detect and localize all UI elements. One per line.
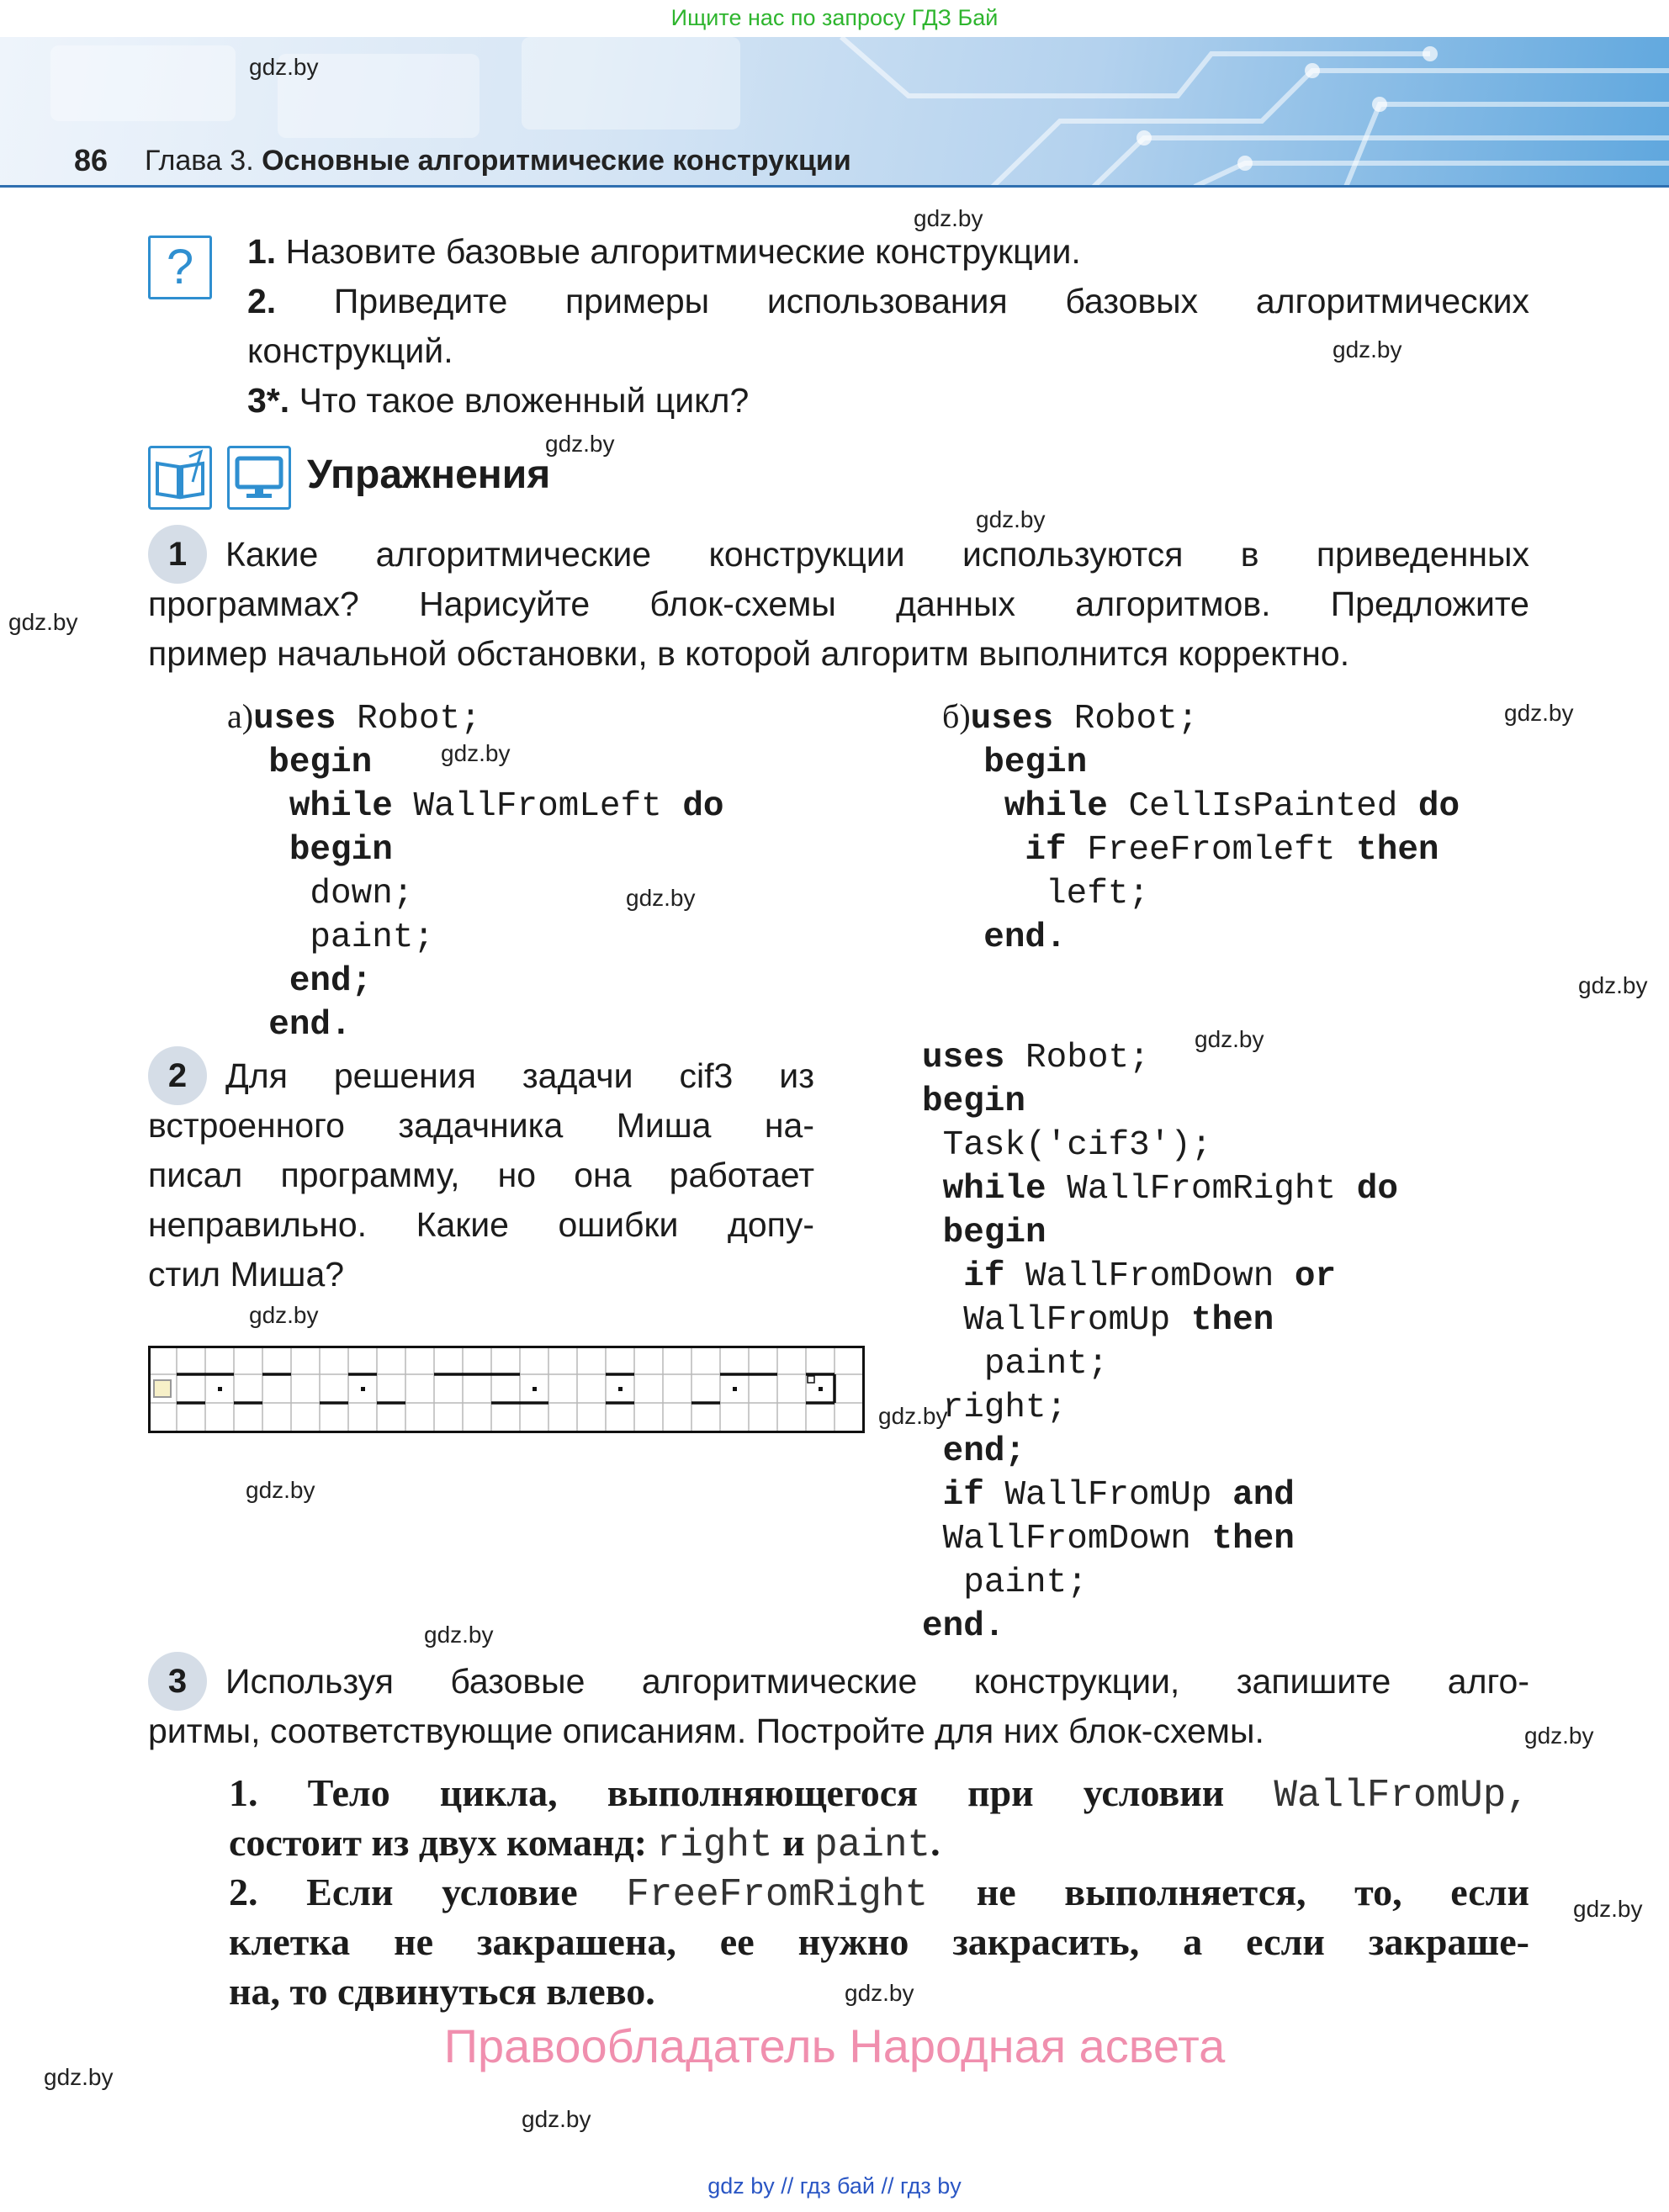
item-text: 2. Если условие: [229, 1871, 578, 1913]
identifier: down;: [310, 875, 414, 913]
question-number: 3*.: [247, 381, 290, 420]
identifier: WallFromUp: [963, 1301, 1171, 1340]
program-label: а): [227, 697, 254, 735]
keyword: end;: [942, 1432, 1026, 1471]
question-text: Назовите базовые алгоритмические конструкции.: [285, 232, 1081, 271]
exercise-3-item-2: [229, 1867, 1529, 1920]
keyword: then: [1211, 1520, 1295, 1558]
identifier: Robot;: [357, 700, 481, 738]
identifier: WallFromDown: [942, 1520, 1191, 1558]
keyword: uses: [970, 700, 1054, 738]
keyword: end.: [922, 1607, 1005, 1646]
keyword: begin: [983, 744, 1088, 782]
identifier: FreeFromleft: [1087, 831, 1336, 870]
keyword: end.: [268, 1006, 352, 1045]
robot-field: [148, 1346, 865, 1439]
page-number: 86: [74, 143, 109, 177]
item-text: состоит из двух команд:: [229, 1821, 648, 1864]
watermark: gdz.by: [1333, 336, 1402, 362]
exercises-heading: Упражнения: [307, 452, 551, 497]
exercise-2-text-line: стил Миша?: [148, 1255, 345, 1294]
item-text: .: [930, 1821, 940, 1864]
question-text: Приведите примеры использования базовых алгоритмических: [333, 282, 1529, 320]
item-text: 1. Тело цикла, выполняющегося при условии: [229, 1771, 1225, 1814]
identifier: Task('cif3');: [942, 1126, 1212, 1165]
keyword: begin: [942, 1214, 1046, 1252]
keyword: while: [942, 1170, 1046, 1209]
exercise-3-number: 3: [148, 1652, 207, 1711]
keyword: uses: [253, 700, 336, 738]
watermark: gdz.by: [1578, 972, 1648, 998]
program-a: [227, 691, 724, 1047]
exercise-2-text-line: встроенного задачника Миша на-: [148, 1106, 814, 1145]
keyword: uses: [922, 1039, 1005, 1077]
identifier: left;: [1046, 875, 1150, 913]
watermark: gdz.by: [44, 2064, 114, 2090]
watermark: gdz.by: [1524, 1723, 1594, 1749]
chapter-title: [145, 145, 851, 177]
keyword: and: [1232, 1476, 1295, 1515]
top-search-hint[interactable]: Ищите нас по запросу ГДЗ Бай: [670, 5, 999, 30]
question-2: [247, 277, 1529, 326]
exercise-3-item-1: [229, 1768, 1529, 1821]
identifier: paint;: [963, 1564, 1088, 1602]
exercise-3-text-line: Используя базовые алгоритмические конструкции, запишите алго-: [225, 1662, 1529, 1701]
identifier: Robot;: [1025, 1039, 1150, 1077]
book-pen-icon: [148, 446, 212, 510]
identifier: WallFromLeft: [413, 787, 662, 826]
exercise-1-number: 1: [148, 525, 207, 584]
identifier: CellIsPainted: [1128, 787, 1398, 826]
identifier: WallFromUp,: [1274, 1774, 1529, 1818]
keyword: while: [1004, 787, 1108, 826]
copyright-owner: Правообладатель Народная асвета: [443, 2019, 1226, 2072]
question-number: 2.: [247, 282, 277, 320]
keyword: if: [1025, 831, 1067, 870]
identifier: Robot;: [1073, 700, 1199, 738]
keyword: if: [942, 1476, 984, 1515]
question-text: Что такое вложенный цикл?: [299, 381, 750, 420]
keyword: begin: [922, 1082, 1026, 1121]
keyword: end;: [289, 962, 373, 1001]
identifier: WallFromDown: [1025, 1257, 1274, 1296]
question-icon: ?: [148, 235, 212, 299]
identifier: WallFromRight: [1067, 1170, 1337, 1209]
exercise-1-text-line: пример начальной обстановки, в которой алгоритм выполнится корректно.: [148, 634, 1350, 673]
watermark: gdz.by: [441, 740, 511, 766]
keyword: if: [963, 1257, 1005, 1296]
keyword: do: [1417, 787, 1460, 826]
watermark: gdz.by: [424, 1622, 494, 1648]
watermark: gdz.by: [1195, 1026, 1264, 1052]
identifier: right: [656, 1823, 773, 1867]
keyword: or: [1294, 1257, 1337, 1296]
exercise-3-item-2-line2: клетка не закрашена, ее нужно закрасить, а если закраше-: [229, 1920, 1529, 1963]
identifier: paint;: [983, 1345, 1109, 1384]
watermark: gdz.by: [522, 2106, 591, 2132]
watermark: gdz.by: [8, 609, 78, 635]
program-ex2: [922, 1036, 1398, 1648]
exercise-2-text-line: Для решения задачи cif3 из: [225, 1056, 814, 1095]
watermark: gdz.by: [249, 1302, 319, 1328]
watermark: gdz.by: [249, 54, 319, 80]
watermark: gdz.by: [246, 1477, 315, 1503]
question-3: [247, 376, 1529, 426]
exercise-3-item-2-line3: на, то сдвинуться влево.: [229, 1970, 655, 2013]
computer-monitor-icon: [227, 446, 291, 510]
question-2-continued: конструкций.: [247, 331, 453, 370]
watermark: gdz.by: [914, 205, 983, 231]
item-text: и: [782, 1821, 805, 1864]
keyword: begin: [268, 744, 373, 782]
program-b: [942, 691, 1460, 960]
keyword: do: [682, 787, 724, 826]
item-text: не выполняется, то, если: [976, 1871, 1529, 1913]
exercise-3-item-1-line2: [229, 1818, 1529, 1871]
chapter-name: Основные алгоритмические конструкции: [262, 145, 851, 177]
identifier: paint: [814, 1823, 931, 1867]
watermark: gdz.by: [1573, 1896, 1643, 1922]
program-label: б): [942, 697, 971, 735]
question-1: [247, 227, 1529, 277]
exercise-3-text-line: ритмы, соответствующие описаниям. Постройте для них блок-схемы.: [148, 1712, 1264, 1750]
watermark: gdz.by: [878, 1403, 948, 1429]
question-number: 1.: [247, 232, 277, 271]
keyword: then: [1356, 831, 1439, 870]
keyword: while: [289, 787, 393, 826]
identifier: WallFromUp: [1004, 1476, 1212, 1515]
keyword: then: [1190, 1301, 1274, 1340]
watermark: gdz.by: [626, 885, 696, 911]
footer-links[interactable]: gdz by // гдз бай // гдз by: [707, 2173, 962, 2199]
exercise-2-number: 2: [148, 1046, 207, 1105]
identifier: paint;: [310, 918, 435, 957]
header-underline: [0, 185, 1669, 188]
watermark: gdz.by: [1504, 700, 1574, 726]
watermark: gdz.by: [545, 431, 615, 457]
keyword: do: [1356, 1170, 1398, 1209]
keyword: begin: [289, 831, 393, 870]
chapter-prefix: Глава 3.: [145, 145, 254, 177]
identifier: FreeFromRight: [626, 1873, 929, 1917]
exercise-2-text-line: неправильно. Какие ошибки допу-: [148, 1205, 814, 1244]
watermark: gdz.by: [976, 506, 1046, 532]
exercise-1-text-line: программах? Нарисуйте блок-схемы данных алгоритмов. Предложите: [148, 585, 1529, 623]
exercise-1-text-line: Какие алгоритмические конструкции используются в приведенных: [225, 535, 1529, 574]
exercise-2-text-line: писал программу, но она работает: [148, 1156, 814, 1194]
identifier: right;: [942, 1389, 1068, 1427]
watermark: gdz.by: [845, 1980, 914, 2006]
keyword: end.: [983, 918, 1067, 957]
